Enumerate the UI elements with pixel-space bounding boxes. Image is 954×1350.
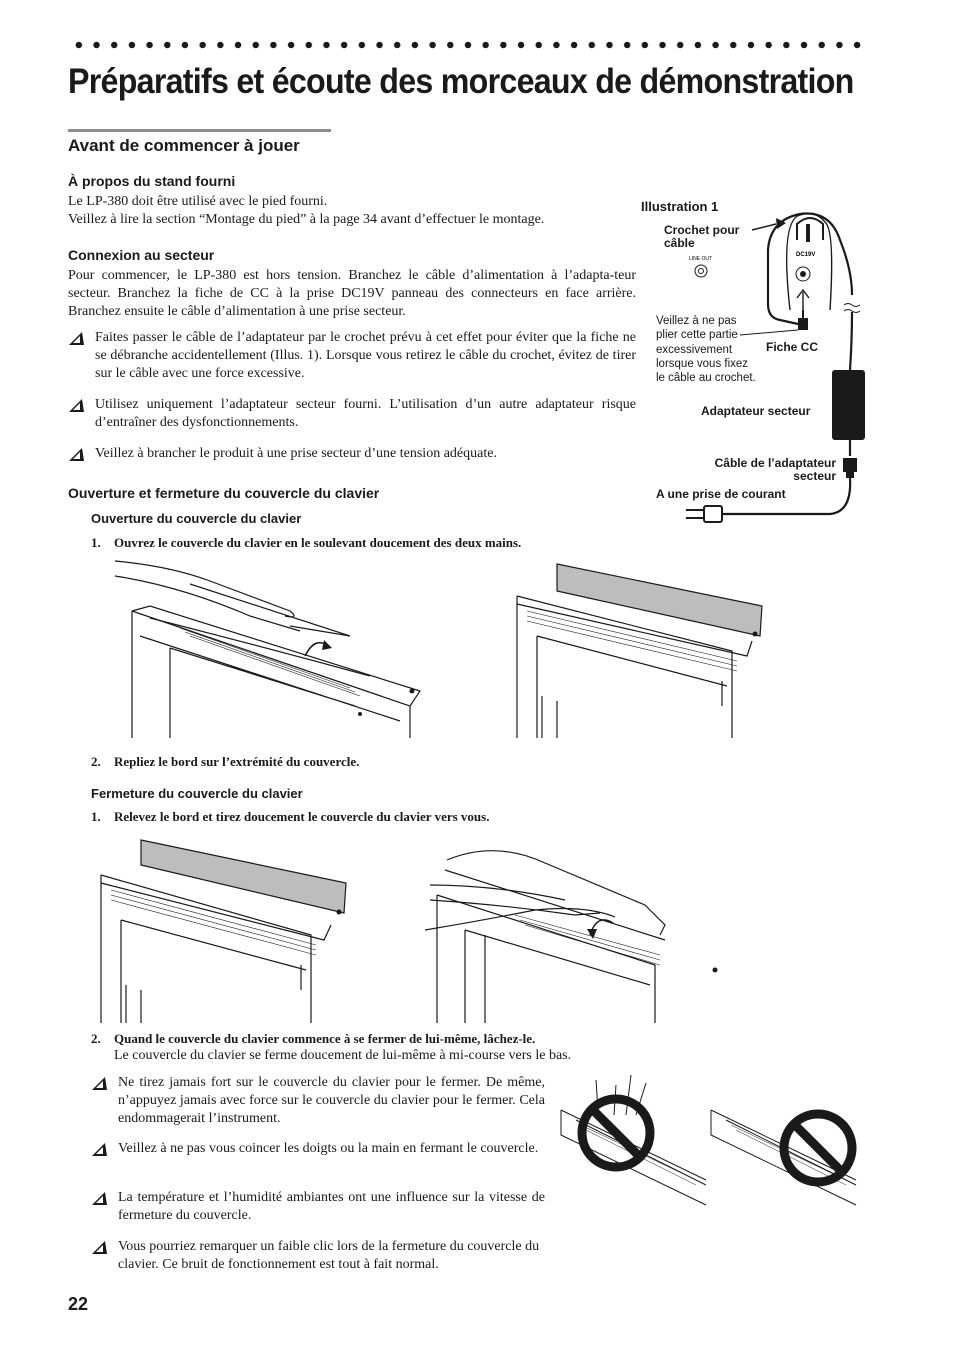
step-number: 2. — [91, 1031, 101, 1046]
step-number: 1. — [91, 809, 101, 824]
closing-heading: Fermeture du couvercle du clavier — [91, 786, 303, 801]
section-rule — [68, 129, 331, 132]
caution-icon — [68, 447, 85, 462]
stand-heading: À propos du stand fourni — [68, 173, 236, 189]
power-note-3 — [68, 445, 636, 463]
caution-icon — [91, 1191, 108, 1206]
power-note-text: Utilisez uniquement l’adaptateur secteur fourni. L’utilisation d’un autre adaptateur risque d’entraîner des dysfonctionnements. — [95, 397, 636, 430]
dc19v-text: DC19V — [796, 252, 816, 258]
step-text: Ouvrez le couvercle du clavier en le soulevant doucement des deux mains. — [114, 535, 522, 550]
cover-heading: Ouverture et fermeture du couvercle du clavier — [68, 485, 380, 501]
dotted-rule — [70, 40, 866, 50]
step-text: Repliez le bord sur l’extrémité du couvercle. — [114, 754, 360, 769]
illustration-title: Illustration 1 — [641, 199, 719, 214]
caution-icon — [91, 1240, 108, 1255]
power-text: Pour commencer, le LP-380 est hors tension. Branchez le câble d’alimentation à l’adapta-teur secteur. Branchez la fiche de CC à la prise DC19V panneau des connecteurs en face arrière. Branchez ensuite le câble d’alimentation à une prise secteur. — [68, 268, 636, 319]
cover-note-text: Veillez à ne pas vous coincer les doigts ou la main en fermant le couvercle. — [118, 1141, 539, 1156]
bend-note: Veillez à ne pas plier cette partie excessivement lorsque vous fixez le câble au crochet. — [656, 315, 756, 385]
caution-icon — [91, 1076, 108, 1091]
opening-step-2 — [91, 753, 359, 770]
piano-opening-illustration-1 — [110, 556, 430, 741]
stand-line-1: Le LP-380 doit être utilisé avec le pied fourni. — [68, 194, 328, 209]
piano-opening-illustration-2 — [512, 556, 772, 741]
cover-note-4 — [91, 1238, 571, 1274]
caution-icon — [68, 398, 85, 413]
cover-note-2 — [91, 1140, 545, 1158]
cover-note-1 — [91, 1074, 545, 1128]
power-note-2 — [68, 396, 636, 432]
opening-heading: Ouverture du couvercle du clavier — [91, 511, 302, 526]
caution-icon — [68, 331, 85, 346]
power-connection-illustration — [640, 200, 870, 530]
piano-closing-illustration-2 — [425, 835, 730, 1025]
step-number: 1. — [91, 535, 101, 550]
power-note-text: Veillez à brancher le produit à une prise secteur d’une tension adéquate. — [95, 446, 497, 461]
hook-label: Crochet pour câble — [664, 223, 740, 250]
step-text: Quand le couvercle du clavier commence à se fermer de lui-même, lâchez-le. — [114, 1031, 536, 1046]
cover-note-3 — [91, 1189, 545, 1225]
dc-plug-label: Fiche CC — [766, 340, 819, 354]
page-title: Préparatifs et écoute des morceaux de démonstration — [68, 62, 854, 101]
power-note-text: Faites passer le câble de l’adaptateur par le crochet prévu à cet effet pour éviter que la fiche ne se débranche accidentellement (Illus. 1). Lorsque vous retirez le câble du crochet, évitez de tirer sur le câble avec une force excessive. — [95, 330, 636, 381]
line-out-text: LINE OUT — [689, 256, 713, 262]
opening-step-1 — [91, 534, 521, 551]
cover-note-text: La température et l’humidité ambiantes ont une influence sur la vitesse de fermeture du couvercle. — [118, 1190, 545, 1223]
closing-step-1 — [91, 808, 489, 825]
outlet-label: A une prise de courant — [656, 487, 786, 501]
stand-line-2: Veillez à lire la section “Montage du pied” à la page 34 avant d’effectuer le montage. — [68, 212, 545, 227]
section-heading: Avant de commencer à jouer — [68, 136, 300, 155]
cover-note-text: Ne tirez jamais fort sur le couvercle du clavier pour le fermer. De même, n’appuyez jamais avec force sur le couvercle du clavier pour le fermer. Cela endommagerait l’instrument. — [118, 1075, 545, 1126]
power-heading: Connexion au secteur — [68, 247, 215, 263]
page-number: 22 — [68, 1294, 89, 1314]
piano-closing-illustration-1 — [96, 835, 356, 1025]
step-text: Relevez le bord et tirez doucement le couvercle du clavier vers vous. — [114, 809, 490, 824]
power-note-1 — [68, 329, 636, 383]
adapter-cable-label: Câble de l’adaptateur secteur — [714, 456, 836, 483]
prohibition-illustrations — [556, 1075, 866, 1210]
cover-note-text: Vous pourriez remarquer un faible clic lors de la fermeture du couvercle du clavier. Ce bruit de fonctionnement est tout à fait normal. — [118, 1239, 540, 1272]
step-number: 2. — [91, 754, 101, 769]
adapter-label: Adaptateur secteur — [701, 404, 811, 418]
caution-icon — [91, 1142, 108, 1157]
closing-step-2-sub: Le couvercle du clavier se ferme doucement de lui-même à mi-course vers le bas. — [114, 1048, 572, 1063]
closing-step-2 — [91, 1030, 535, 1047]
